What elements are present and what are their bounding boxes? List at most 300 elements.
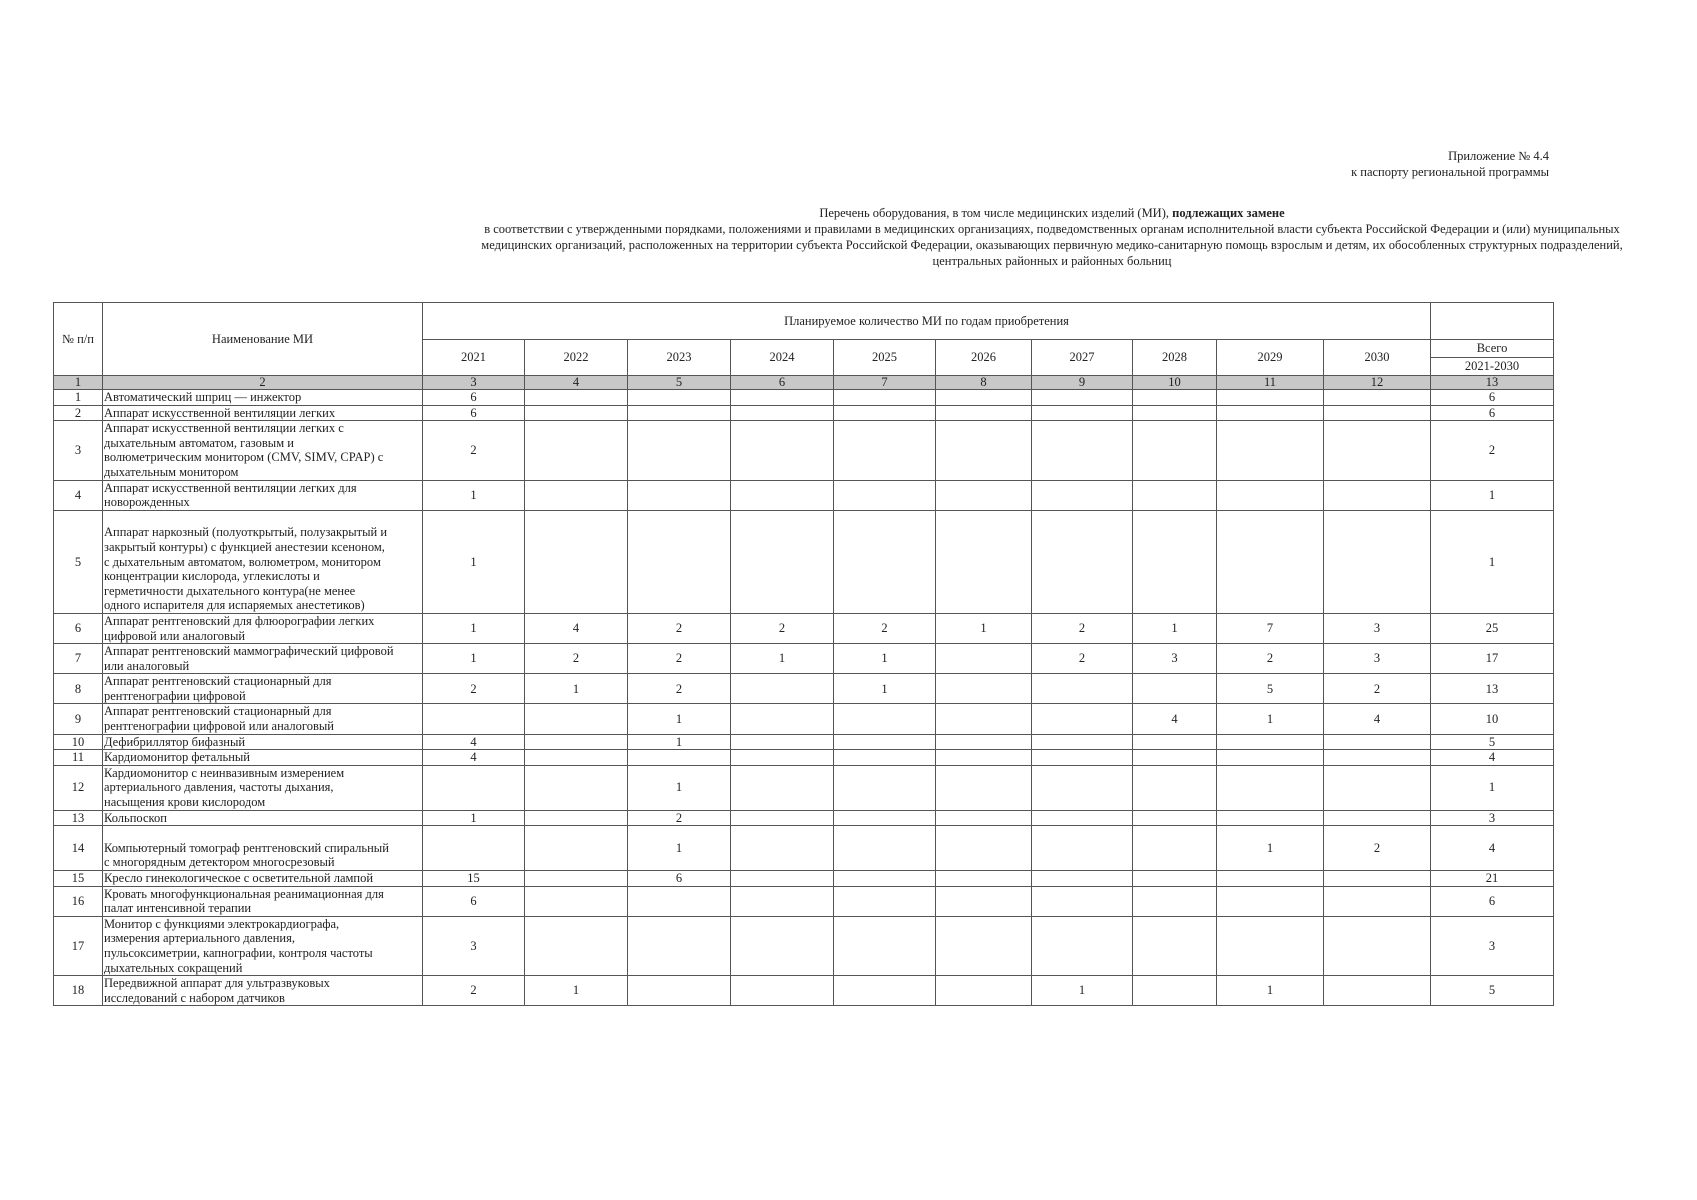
year-quantity [834, 704, 936, 734]
row-total: 13 [1431, 674, 1554, 704]
item-name-line: артериального давления, частоты дыхания, [104, 780, 334, 795]
year-quantity: 7 [1217, 613, 1324, 643]
row-total: 4 [1431, 826, 1554, 871]
year-quantity: 1 [423, 480, 525, 510]
year-quantity [834, 390, 936, 406]
year-quantity [936, 765, 1032, 810]
year-quantity [525, 734, 628, 750]
year-quantity: 3 [1324, 613, 1431, 643]
year-quantity [1324, 405, 1431, 421]
year-quantity [1217, 886, 1324, 916]
year-quantity: 1 [628, 765, 731, 810]
item-name-line: Аппарат рентгеновский для флюорографии легких [104, 613, 375, 628]
row-number: 2 [54, 405, 103, 421]
column-number: 9 [1032, 376, 1133, 390]
year-quantity: 1 [628, 704, 731, 734]
year-quantity: 1 [423, 613, 525, 643]
year-quantity: 2 [628, 644, 731, 674]
row-total: 1 [1431, 510, 1554, 613]
item-name-line: с дыхательным автоматом, волюметром, монитором [104, 554, 381, 569]
year-quantity [834, 871, 936, 887]
year-quantity [1032, 405, 1133, 421]
row-number: 4 [54, 480, 103, 510]
item-name-line: дыхательным автоматом, газовым и [104, 435, 294, 450]
table-row [54, 871, 1554, 887]
year-quantity: 1 [423, 510, 525, 613]
year-quantity [1032, 390, 1133, 406]
year-quantity [731, 886, 834, 916]
appendix-line-1: Приложение № 4.4 [1448, 149, 1549, 163]
column-number: 7 [834, 376, 936, 390]
year-quantity: 1 [628, 826, 731, 871]
year-quantity: 4 [423, 734, 525, 750]
year-quantity: 2 [1217, 644, 1324, 674]
year-quantity [1324, 421, 1431, 480]
year-quantity [731, 810, 834, 826]
document-heading [430, 205, 1674, 269]
year-quantity [936, 644, 1032, 674]
year-quantity: 2 [628, 613, 731, 643]
year-quantity [834, 826, 936, 871]
year-quantity [731, 480, 834, 510]
year-quantity: 3 [423, 916, 525, 975]
appendix-note [1351, 148, 1549, 180]
year-quantity: 1 [1217, 826, 1324, 871]
year-quantity [1032, 810, 1133, 826]
year-quantity [525, 810, 628, 826]
year-quantity [1217, 871, 1324, 887]
item-name-line: рентгенографии цифровой или аналоговый [104, 719, 334, 734]
year-quantity: 2 [1324, 826, 1431, 871]
row-total: 3 [1431, 916, 1554, 975]
year-quantity [834, 750, 936, 766]
table-row [54, 644, 1554, 674]
item-name-line: рентгенографии цифровой [104, 688, 246, 703]
year-quantity [628, 886, 731, 916]
year-quantity [936, 734, 1032, 750]
heading-line-1-bold: подлежащих замене [1172, 206, 1285, 220]
item-name [103, 421, 423, 480]
year-quantity [423, 826, 525, 871]
year-quantity: 1 [1133, 613, 1217, 643]
item-name [103, 826, 423, 871]
item-name-line: Кольпоскоп [104, 810, 167, 825]
year-quantity: 2 [1324, 674, 1431, 704]
year-quantity [834, 810, 936, 826]
item-name [103, 871, 423, 887]
year-quantity [1032, 674, 1133, 704]
year-quantity [525, 390, 628, 406]
year-quantity [1133, 810, 1217, 826]
item-name-line: исследований с набором датчиков [104, 990, 285, 1005]
heading-line-3: медицинских организаций, расположенных на территории субъекта Российской Федерации, оказывающих первичную медико-санитарную помощь взрослым и детям, их обособленных структурных подразделений, [481, 238, 1623, 252]
year-quantity [834, 510, 936, 613]
year-quantity [628, 405, 731, 421]
year-quantity [1324, 390, 1431, 406]
item-name [103, 976, 423, 1006]
year-quantity [1133, 405, 1217, 421]
item-name-line: Дефибриллятор бифазный [104, 734, 246, 749]
year-quantity [1217, 510, 1324, 613]
year-quantity: 6 [423, 390, 525, 406]
year-quantity [1133, 765, 1217, 810]
year-quantity: 2 [423, 674, 525, 704]
item-name [103, 390, 423, 406]
header-year: 2027 [1032, 340, 1133, 376]
year-quantity [525, 510, 628, 613]
item-name-line: Аппарат наркозный (полуоткрытый, полузакрытый и [104, 525, 388, 540]
item-name-line: Аппарат рентгеновский стационарный для [104, 674, 332, 689]
heading-line-4: центральных районных и районных больниц [932, 254, 1172, 268]
row-number: 6 [54, 613, 103, 643]
year-quantity [731, 734, 834, 750]
header-year: 2023 [628, 340, 731, 376]
year-quantity [1217, 810, 1324, 826]
year-quantity: 6 [423, 405, 525, 421]
item-name-line: волюметрическим монитором (CMV, SIMV, CPAP) с [104, 450, 384, 465]
year-quantity [936, 916, 1032, 975]
year-quantity: 1 [525, 674, 628, 704]
year-quantity [1032, 750, 1133, 766]
item-name-line: измерения артериального давления, [104, 931, 295, 946]
year-quantity [525, 750, 628, 766]
year-quantity [1032, 704, 1133, 734]
year-quantity [731, 916, 834, 975]
column-number: 13 [1431, 376, 1554, 390]
table-row [54, 405, 1554, 421]
year-quantity: 4 [1324, 704, 1431, 734]
item-name-line: Автоматический шприц — инжектор [104, 390, 302, 404]
year-quantity: 3 [1133, 644, 1217, 674]
row-total: 5 [1431, 734, 1554, 750]
year-quantity [731, 871, 834, 887]
year-quantity: 1 [1217, 976, 1324, 1006]
header-year: 2021 [423, 340, 525, 376]
year-quantity [1217, 405, 1324, 421]
year-quantity [1133, 421, 1217, 480]
year-quantity [936, 390, 1032, 406]
year-quantity [936, 871, 1032, 887]
year-quantity [525, 765, 628, 810]
year-quantity [1133, 916, 1217, 975]
year-quantity [1324, 734, 1431, 750]
header-year: 2024 [731, 340, 834, 376]
year-quantity [936, 510, 1032, 613]
table-row [54, 750, 1554, 766]
row-total: 1 [1431, 765, 1554, 810]
year-quantity: 4 [423, 750, 525, 766]
item-name-line: дыхательных сокращений [104, 960, 243, 975]
row-number: 17 [54, 916, 103, 975]
year-quantity: 1 [936, 613, 1032, 643]
year-quantity [936, 704, 1032, 734]
year-quantity: 4 [525, 613, 628, 643]
row-number: 11 [54, 750, 103, 766]
year-quantity: 2 [731, 613, 834, 643]
year-quantity [731, 765, 834, 810]
year-quantity [628, 976, 731, 1006]
year-quantity [1217, 390, 1324, 406]
item-name-line [104, 511, 420, 526]
row-total: 10 [1431, 704, 1554, 734]
row-number: 8 [54, 674, 103, 704]
column-number: 4 [525, 376, 628, 390]
year-quantity [834, 886, 936, 916]
item-name-line: Монитор с функциями электрокардиографа, [104, 916, 340, 931]
equipment-table [53, 302, 1554, 1006]
year-quantity: 4 [1133, 704, 1217, 734]
year-quantity [1217, 765, 1324, 810]
table-row [54, 886, 1554, 916]
year-quantity [628, 390, 731, 406]
year-quantity [628, 421, 731, 480]
item-name-line: дыхательным монитором [104, 464, 239, 479]
header-name: Наименование МИ [103, 303, 423, 376]
item-name-line: одного испарителя для испаряемых анестетиков) [104, 598, 365, 613]
row-total: 3 [1431, 810, 1554, 826]
item-name [103, 480, 423, 510]
year-quantity [525, 421, 628, 480]
year-quantity: 6 [423, 886, 525, 916]
year-quantity: 1 [525, 976, 628, 1006]
header-planned: Планируемое количество МИ по годам приобретения [423, 303, 1431, 340]
year-quantity [1032, 480, 1133, 510]
column-number: 11 [1217, 376, 1324, 390]
year-quantity [1032, 765, 1133, 810]
year-quantity [731, 510, 834, 613]
year-quantity: 5 [1217, 674, 1324, 704]
item-name-line: Аппарат искусственной вентиляции легких для [104, 480, 357, 495]
year-quantity [1217, 480, 1324, 510]
column-number: 5 [628, 376, 731, 390]
year-quantity [1133, 390, 1217, 406]
row-number: 13 [54, 810, 103, 826]
year-quantity [1032, 510, 1133, 613]
year-quantity: 2 [423, 976, 525, 1006]
item-name-line: Компьютерный томограф рентгеновский спиральный [104, 840, 389, 855]
year-quantity [936, 480, 1032, 510]
table-row [54, 704, 1554, 734]
year-quantity: 2 [628, 674, 731, 704]
year-quantity [1324, 810, 1431, 826]
year-quantity [1133, 480, 1217, 510]
header-year: 2028 [1133, 340, 1217, 376]
year-quantity [731, 704, 834, 734]
year-quantity [525, 916, 628, 975]
row-total: 6 [1431, 886, 1554, 916]
table-row [54, 480, 1554, 510]
column-number: 2 [103, 376, 423, 390]
item-name-line: Аппарат искусственной вентиляции легких с [104, 421, 344, 436]
year-quantity [1032, 886, 1133, 916]
item-name-line: новорожденных [104, 495, 190, 510]
year-quantity [1133, 510, 1217, 613]
heading-line-1-text: Перечень оборудования, в том числе медицинских изделий (МИ), [819, 206, 1173, 220]
item-name-line: Кардиомонитор с неинвазивным измерением [104, 765, 345, 780]
heading-line-1 [430, 205, 1674, 221]
row-number: 10 [54, 734, 103, 750]
year-quantity [834, 421, 936, 480]
year-quantity: 1 [731, 644, 834, 674]
year-quantity [1032, 826, 1133, 871]
year-quantity [1032, 916, 1133, 975]
column-number: 1 [54, 376, 103, 390]
header-year: 2025 [834, 340, 936, 376]
row-total: 25 [1431, 613, 1554, 643]
row-number: 18 [54, 976, 103, 1006]
header-total-range: 2021-2030 [1431, 358, 1554, 376]
header-year: 2030 [1324, 340, 1431, 376]
row-total: 2 [1431, 421, 1554, 480]
year-quantity [1324, 976, 1431, 1006]
year-quantity [628, 510, 731, 613]
row-total: 6 [1431, 390, 1554, 406]
item-name [103, 750, 423, 766]
year-quantity: 1 [1032, 976, 1133, 1006]
table-body [54, 390, 1554, 1006]
year-quantity [936, 750, 1032, 766]
table-row [54, 976, 1554, 1006]
table-row [54, 674, 1554, 704]
item-name-line: насыщения крови кислородом [104, 795, 266, 810]
year-quantity: 1 [628, 734, 731, 750]
table-row [54, 765, 1554, 810]
year-quantity [1324, 750, 1431, 766]
year-quantity [423, 765, 525, 810]
year-quantity [936, 421, 1032, 480]
column-number: 12 [1324, 376, 1431, 390]
row-total: 5 [1431, 976, 1554, 1006]
item-name [103, 674, 423, 704]
header-year: 2029 [1217, 340, 1324, 376]
year-quantity [936, 405, 1032, 421]
table-row [54, 916, 1554, 975]
year-quantity [731, 826, 834, 871]
year-quantity [936, 674, 1032, 704]
header-num: № п/п [54, 303, 103, 376]
year-quantity [1217, 421, 1324, 480]
row-total: 6 [1431, 405, 1554, 421]
row-number: 12 [54, 765, 103, 810]
year-quantity [628, 480, 731, 510]
year-quantity: 2 [1032, 644, 1133, 674]
year-quantity [1324, 510, 1431, 613]
appendix-line-2: к паспорту региональной программы [1351, 165, 1549, 179]
header-row-1 [54, 303, 1554, 340]
row-number: 1 [54, 390, 103, 406]
item-name-line: Аппарат искусственной вентиляции легких [104, 405, 336, 420]
row-number: 14 [54, 826, 103, 871]
header-total-blank [1431, 303, 1554, 340]
item-name [103, 405, 423, 421]
year-quantity [1217, 734, 1324, 750]
year-quantity [525, 886, 628, 916]
item-name-line: герметичности дыхательного контура(не менее [104, 583, 356, 598]
year-quantity [731, 674, 834, 704]
table-row [54, 613, 1554, 643]
year-quantity: 1 [834, 644, 936, 674]
year-quantity [834, 976, 936, 1006]
year-quantity [423, 704, 525, 734]
item-name [103, 734, 423, 750]
year-quantity: 1 [834, 674, 936, 704]
row-number: 9 [54, 704, 103, 734]
header-year: 2022 [525, 340, 628, 376]
item-name [103, 810, 423, 826]
item-name-line: пульсоксиметрии, капнографии, контроля частоты [104, 945, 373, 960]
table-row [54, 826, 1554, 871]
year-quantity [1324, 916, 1431, 975]
year-quantity [525, 704, 628, 734]
year-quantity: 2 [1032, 613, 1133, 643]
item-name-line: Аппарат рентгеновский маммографический цифровой [104, 644, 394, 659]
table-row [54, 510, 1554, 613]
year-quantity: 1 [423, 810, 525, 826]
year-quantity [525, 871, 628, 887]
year-quantity [834, 916, 936, 975]
year-quantity [1324, 765, 1431, 810]
column-number: 8 [936, 376, 1032, 390]
item-name [103, 886, 423, 916]
row-total: 1 [1431, 480, 1554, 510]
year-quantity [1217, 750, 1324, 766]
year-quantity: 6 [628, 871, 731, 887]
table-row [54, 734, 1554, 750]
column-number: 10 [1133, 376, 1217, 390]
year-quantity [1324, 480, 1431, 510]
year-quantity [1133, 886, 1217, 916]
row-number: 5 [54, 510, 103, 613]
row-number: 15 [54, 871, 103, 887]
year-quantity [1133, 826, 1217, 871]
item-name-line: концентрации кислорода, углекислоты и [104, 569, 320, 584]
item-name-line: Кардиомонитор фетальный [104, 750, 250, 765]
table-row [54, 810, 1554, 826]
column-number-row [54, 376, 1554, 390]
column-number: 6 [731, 376, 834, 390]
item-name [103, 916, 423, 975]
row-total: 4 [1431, 750, 1554, 766]
column-number: 3 [423, 376, 525, 390]
row-total: 17 [1431, 644, 1554, 674]
year-quantity [1133, 976, 1217, 1006]
year-quantity [525, 480, 628, 510]
item-name [103, 613, 423, 643]
year-quantity [1133, 674, 1217, 704]
year-quantity [936, 976, 1032, 1006]
item-name [103, 644, 423, 674]
item-name-line: палат интенсивной терапии [104, 901, 252, 916]
item-name-line: или аналоговый [104, 658, 190, 673]
year-quantity [525, 826, 628, 871]
year-quantity [628, 750, 731, 766]
year-quantity [1217, 916, 1324, 975]
year-quantity [1133, 750, 1217, 766]
year-quantity [628, 916, 731, 975]
row-number: 3 [54, 421, 103, 480]
year-quantity [731, 750, 834, 766]
year-quantity: 1 [1217, 704, 1324, 734]
year-quantity [834, 765, 936, 810]
year-quantity [525, 405, 628, 421]
year-quantity: 2 [423, 421, 525, 480]
year-quantity [936, 810, 1032, 826]
year-quantity [1324, 886, 1431, 916]
item-name [103, 765, 423, 810]
header-year: 2026 [936, 340, 1032, 376]
year-quantity [834, 405, 936, 421]
header-total: Всего [1431, 340, 1554, 358]
